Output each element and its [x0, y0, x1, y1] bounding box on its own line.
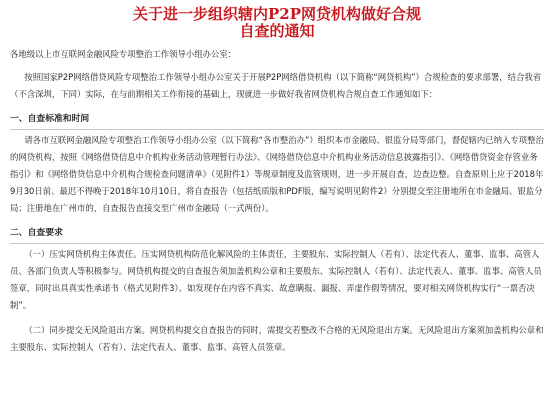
salutation: 各地级以上市互联网金融风险专项整治工作领导小组办公室：	[10, 49, 237, 59]
section-heading-2: 二、自查要求	[10, 228, 63, 238]
section-divider-1	[10, 129, 544, 130]
requirement-item-2: （二）同步提交无风险退出方案。网贷机构提交自查报告的同时，需提交若整改不合格的无风险退出方案。无风险退出方案须加盖机构公章和主要股东、实际控制人（若有）、法定代表人、董事、监事、高管人员签章。	[10, 325, 544, 352]
notice-title-line-2: 自查的通知	[239, 22, 315, 40]
requirement-item-1: （一）压实网贷机构主体责任。压实网贷机构防范化解风险的主体责任，主要股东、实际控制人（若有）、法定代表人、董事、监事、高管人员、各部门负责人等积极参与。网贷机构提交的自查报告须加盖机构公章和主要股东、实际控制人（若有）、法定代表人、董事、监事、高管人员签章，同时出具真实性承诺书（格式见附件3）。如发现存在内容不真实、故意瞒报、漏报、弄虚作假等情况，要对相关网贷机构实行“一票否决制”。	[10, 249, 542, 310]
notice-title-line-1: 关于进一步组织辖内P2P网贷机构做好合规	[133, 5, 421, 23]
section-divider-2	[10, 243, 544, 244]
intro-paragraph: 按照国家P2P网络借贷风险专项整治工作领导小组办公室关于开展P2P网络借贷机构（以下简称“网贷机构”）合规检查的要求部署，结合我省（不含深圳，下同）实际，在与前期相关工作衔接的基础上，现就进一步做好我省网贷机构合规自查工作通知如下：	[10, 72, 542, 99]
section-1-paragraph: 请各市互联网金融风险专项整治工作领导小组办公室（以下简称“各市整治办”）组织本市金融局、银监分局等部门，督促辖内已纳入专项整治的网贷机构，按照《网络借贷信息中介机构业务活动管理暂行办法》、《网络借贷信息中介机构业务活动信息披露指引》、《网络借贷资金存管业务指引》和《网络借贷信息中介机构合规检查问题清单》（见附件1）等规章制度及监管规则，进一步开展自查，边查边整。自查原则上应于2018年9月30日前、最迟不得晚于2018年10月10日，将自查报告（包括纸质版和PDF版，编写说明见附件2）分别提交至注册地所在市金融局、银监分局；注册地在广州市的，自查报告直接交至广州市金融局（一式两份）。	[10, 135, 544, 213]
section-heading-1: 一、自查标准和时间	[10, 114, 90, 124]
